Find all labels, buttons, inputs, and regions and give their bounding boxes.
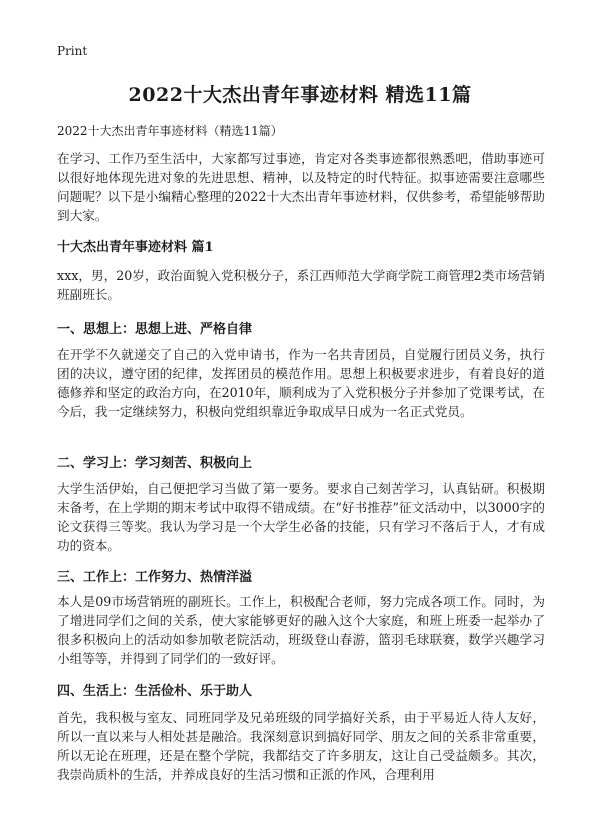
page-title: 2022十大杰出青年事迹材料 精选11篇 xyxy=(128,84,472,106)
profile-paragraph: xxx，男，20岁，政治面貌入党积极分子，系江西师范大学商学院工商管理2类市场营销班副班长。 xyxy=(57,268,545,302)
section-heading-study: 二、学习上：学习刻苦、积极向上 xyxy=(57,456,253,471)
subtitle: 2022十大杰出青年事迹材料（精选11篇） xyxy=(57,124,283,138)
article-heading: 十大杰出青年事迹材料 篇1 xyxy=(57,240,214,255)
section-body-work: 本人是09市场营销班的副班长。工作上，积极配合老师，努力完成各项工作。同时，为了增进同学们之间的关系，使大家能够更好的融入这个大家庭，和班上班委一起举办了很多积极向上的活动如参加敬老院活动，班级登山春游，篮羽毛球联赛，数学兴趣学习小组等等，并得到了同学们的一致好评。 xyxy=(57,594,545,666)
section-heading-thought: 一、思想上：思想上进、严格自律 xyxy=(57,322,253,337)
intro-paragraph: 在学习、工作乃至生活中，大家都写过事迹，肯定对各类事迹都很熟悉吧，借助事迹可以很好地体现先进对象的先进思想、精神，以及特定的时代特征。拟事迹需要注意哪些问题呢？以下是小编精心整理的2022十大杰出青年事迹材料，仅供参考，希望能够帮助到大家。 xyxy=(57,151,545,223)
section-heading-work: 三、工作上：工作努力、热情洋溢 xyxy=(57,570,253,585)
section-body-thought: 在开学不久就递交了自己的入党申请书，作为一名共青团员，自觉履行团员义务，执行团的决议，遵守团的纪律，发挥团员的模范作用。思想上积极要求进步，有着良好的道德修养和坚定的政治方向，在2010年，顺利成为了入党积极分子并参加了党课考试，在今后，我一定继续努力，积极向党组织靠近争取成早日成为一名正式党员。 xyxy=(57,347,545,419)
section-body-life: 首先，我积极与室友、同班同学及兄弟班级的同学搞好关系，由于平易近人待人友好，所以一直以来与人相处甚是融洽。我深刻意识到搞好同学、朋友之间的关系非常重要，所以无论在班理，还是在整个学院，我都结交了许多朋友，这让自己受益颇多。其次，我崇尚质朴的生活，并养成良好的生活习惯和正派的作风，合理利用 xyxy=(57,710,545,782)
section-body-study: 大学生活伊始，自己便把学习当做了第一要务。要求自己刻苦学习，认真钻研。积极期末备考，在上学期的期末考试中取得不错成绩。在“好书推荐”征文活动中，以3000字的论文获得三等奖。我认为学习是一个大学生必备的技能，只有学习不落后于人，才有成功的资本。 xyxy=(57,481,545,553)
print-link[interactable]: Print xyxy=(57,44,88,58)
section-heading-life: 四、生活上：生活俭朴、乐于助人 xyxy=(57,684,253,699)
